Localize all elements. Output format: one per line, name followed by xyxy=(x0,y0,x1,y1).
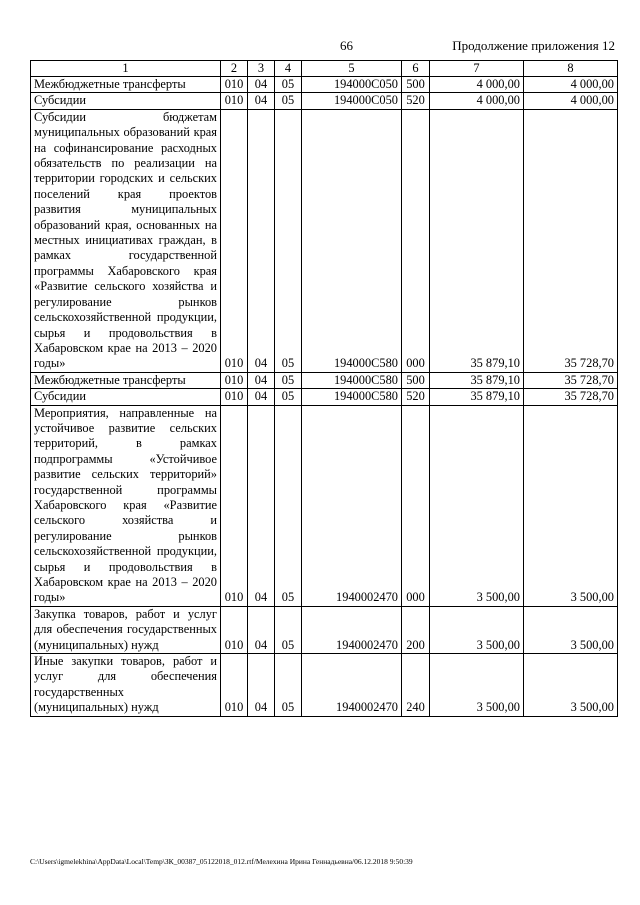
cell-podrazdel: 05 xyxy=(275,606,302,653)
cell-glava: 010 xyxy=(221,93,248,109)
cell-amount-2: 3 500,00 xyxy=(524,606,618,653)
row-name: Субсидии xyxy=(31,389,221,405)
cell-razdel: 04 xyxy=(248,405,275,606)
column-header: 6 xyxy=(402,61,430,77)
table-header-row xyxy=(31,61,618,77)
cell-amount-2: 3 500,00 xyxy=(524,405,618,606)
table-row xyxy=(31,109,618,372)
row-name: Межбюджетные трансферты xyxy=(31,77,221,93)
cell-razdel: 04 xyxy=(248,77,275,93)
cell-podrazdel: 05 xyxy=(275,405,302,606)
cell-vid-raskhodov: 520 xyxy=(402,389,430,405)
cell-vid-raskhodov: 500 xyxy=(402,372,430,388)
cell-glava: 010 xyxy=(221,77,248,93)
cell-amount-1: 35 879,10 xyxy=(430,109,524,372)
cell-amount-2: 4 000,00 xyxy=(524,93,618,109)
cell-tselevaya-statya: 1940002470 xyxy=(302,405,402,606)
cell-amount-2: 4 000,00 xyxy=(524,77,618,93)
cell-razdel: 04 xyxy=(248,372,275,388)
cell-amount-2: 3 500,00 xyxy=(524,654,618,717)
table-row xyxy=(31,372,618,388)
column-header: 7 xyxy=(430,61,524,77)
cell-razdel: 04 xyxy=(248,109,275,372)
row-name: Иные закупки товаров, работ и услуг для обеспечения государственных (муниципальных) нужд xyxy=(31,654,221,717)
cell-amount-2: 35 728,70 xyxy=(524,372,618,388)
cell-tselevaya-statya: 194000С580 xyxy=(302,109,402,372)
cell-tselevaya-statya: 194000С580 xyxy=(302,372,402,388)
cell-amount-1: 3 500,00 xyxy=(430,405,524,606)
row-name: Мероприятия, направленные на устойчивое развитие сельских территорий, в рамках подпрограммы «Устойчивое развитие сельских территорий» государственной программы Хабаровского края «Развитие сельского хозяйства и регулирование рынков сельскохозяйственной продукции, сырья и продовольствия в Хабаровском крае на 2013 – 2020 годы» xyxy=(31,405,221,606)
cell-tselevaya-statya: 1940002470 xyxy=(302,654,402,717)
cell-razdel: 04 xyxy=(248,606,275,653)
table-row xyxy=(31,389,618,405)
cell-razdel: 04 xyxy=(248,93,275,109)
cell-glava: 010 xyxy=(221,372,248,388)
row-name: Субсидии xyxy=(31,93,221,109)
cell-tselevaya-statya: 194000С050 xyxy=(302,77,402,93)
cell-tselevaya-statya: 1940002470 xyxy=(302,606,402,653)
table-row xyxy=(31,606,618,653)
cell-tselevaya-statya: 194000С580 xyxy=(302,389,402,405)
cell-vid-raskhodov: 200 xyxy=(402,606,430,653)
cell-vid-raskhodov: 000 xyxy=(402,405,430,606)
file-path-footer: C:\Users\igmelekhina\AppData\Local\Temp\ЗК_00387_05122018_012.rtf/Мелехина Ирина Геннадьевна/06.12.2018 9:50:39 xyxy=(30,857,413,866)
cell-amount-1: 4 000,00 xyxy=(430,77,524,93)
row-name: Субсидии бюджетам муниципальных образований края на софинансирование расходных обязательств по реализации на территории городских и сельских поселений края проектов развития муниципальных образований края, основанных на местных инициативах граждан, в рамках государственной программы Хабаровского края «Развитие сельского хозяйства и регулирование рынков сельскохозяйственной продукции, сырья и продовольствия в Хабаровском крае на 2013 – 2020 годы» xyxy=(31,109,221,372)
column-header: 1 xyxy=(31,61,221,77)
page-number: 66 xyxy=(340,38,353,53)
cell-glava: 010 xyxy=(221,606,248,653)
table-row xyxy=(31,654,618,717)
table-row xyxy=(31,93,618,109)
cell-vid-raskhodov: 520 xyxy=(402,93,430,109)
cell-glava: 010 xyxy=(221,654,248,717)
cell-amount-1: 35 879,10 xyxy=(430,372,524,388)
column-header: 3 xyxy=(248,61,275,77)
cell-razdel: 04 xyxy=(248,654,275,717)
budget-table xyxy=(30,60,618,717)
cell-glava: 010 xyxy=(221,405,248,606)
cell-podrazdel: 05 xyxy=(275,389,302,405)
cell-podrazdel: 05 xyxy=(275,372,302,388)
cell-podrazdel: 05 xyxy=(275,77,302,93)
cell-amount-1: 3 500,00 xyxy=(430,606,524,653)
cell-vid-raskhodov: 000 xyxy=(402,109,430,372)
cell-tselevaya-statya: 194000С050 xyxy=(302,93,402,109)
column-header: 4 xyxy=(275,61,302,77)
cell-amount-1: 3 500,00 xyxy=(430,654,524,717)
cell-glava: 010 xyxy=(221,389,248,405)
cell-podrazdel: 05 xyxy=(275,109,302,372)
cell-amount-2: 35 728,70 xyxy=(524,109,618,372)
cell-podrazdel: 05 xyxy=(275,93,302,109)
cell-glava: 010 xyxy=(221,109,248,372)
cell-vid-raskhodov: 500 xyxy=(402,77,430,93)
cell-vid-raskhodov: 240 xyxy=(402,654,430,717)
table-row xyxy=(31,77,618,93)
column-header: 8 xyxy=(524,61,618,77)
cell-podrazdel: 05 xyxy=(275,654,302,717)
cell-razdel: 04 xyxy=(248,389,275,405)
row-name: Закупка товаров, работ и услуг для обеспечения государственных (муниципальных) нужд xyxy=(31,606,221,653)
row-name: Межбюджетные трансферты xyxy=(31,372,221,388)
continuation-label: Продолжение приложения 12 xyxy=(452,38,615,53)
cell-amount-2: 35 728,70 xyxy=(524,389,618,405)
cell-amount-1: 35 879,10 xyxy=(430,389,524,405)
cell-amount-1: 4 000,00 xyxy=(430,93,524,109)
column-header: 5 xyxy=(302,61,402,77)
table-row xyxy=(31,405,618,606)
column-header: 2 xyxy=(221,61,248,77)
